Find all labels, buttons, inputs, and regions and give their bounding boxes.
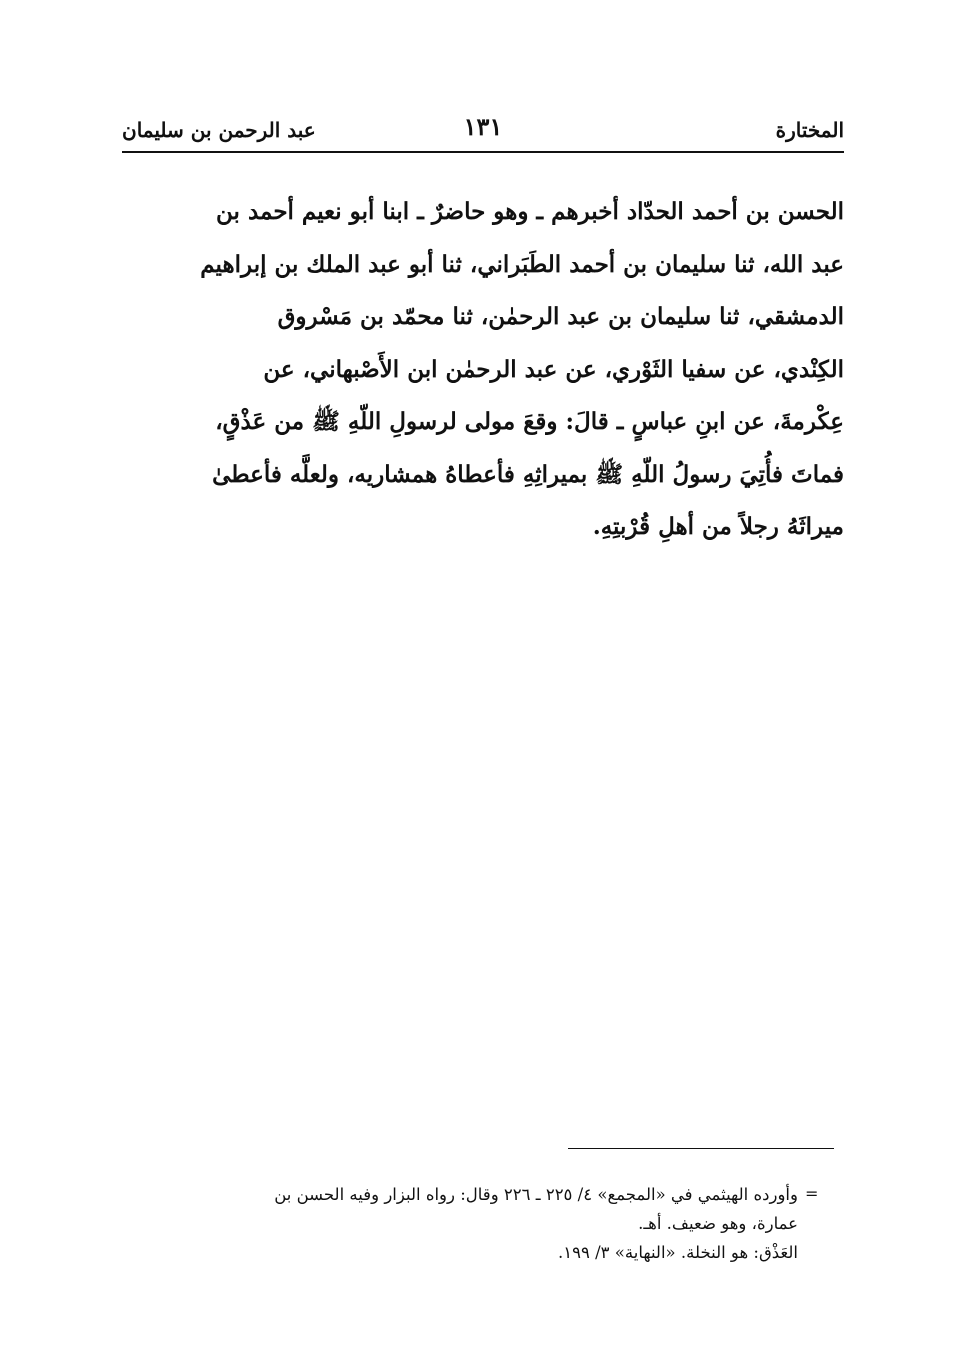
footnote-line: العَذْق: هو النخلة. «النهاية» ٣/ ١٩٩. xyxy=(558,1243,798,1262)
text-line: عِكْرمةَ، عن ابنِ عباسٍ ـ قالَ: وقعَ مولى لرسولِ اللّهِ ﷺ من عَذْقٍ، xyxy=(215,408,844,435)
footnotes xyxy=(110,1180,822,1267)
text-line: ميراثَهُ رجلاً من أهلِ قُرْبتِهِ. xyxy=(592,513,844,540)
section-title: عبد الرحمن بن سليمان xyxy=(122,118,316,142)
text-line: عبد الله، ثنا سليمان بن أحمد الطَبَراني، ثنا أبو عبد الملك بن إبراهيم xyxy=(200,250,844,278)
text-line: فماتَ فأُتِيَ رسولُ اللّهِ ﷺ بميراثِهِ فأعطاهُ همشاريه، ولعلَّه فأعطىٰ xyxy=(212,460,844,488)
book-title: المختارة xyxy=(775,118,844,142)
main-text xyxy=(118,186,844,554)
text-line: الدمشقي، ثنا سليمان بن عبد الرحمٰن، ثنا محمّد بن مَسْروق xyxy=(277,303,844,330)
footnote-line: وأورده الهيثمي في «المجمع» ٤/ ٢٢٥ ـ ٢٢٦ وقال: رواه البزار وفيه الحسن بن xyxy=(274,1185,798,1204)
text-line: الكِنْدي، عن سفيا الثَوْري، عن عبد الرحمٰن ابن الأَصْبهاني، عن xyxy=(263,355,844,383)
footnote-line: عمارة، وهو ضعيف. أهـ. xyxy=(638,1214,798,1233)
page-number: ١٣١ xyxy=(463,112,503,141)
text-line: الحسن بن أحمد الحدّاد أخبرهم ـ وهو حاضرٌ ـ ابنا أبو نعيم أحمد بن xyxy=(216,198,844,225)
header-rule xyxy=(122,151,844,153)
running-head xyxy=(122,112,844,152)
footnote-continuation-marker: = xyxy=(805,1184,819,1203)
footnote-rule xyxy=(568,1148,834,1149)
